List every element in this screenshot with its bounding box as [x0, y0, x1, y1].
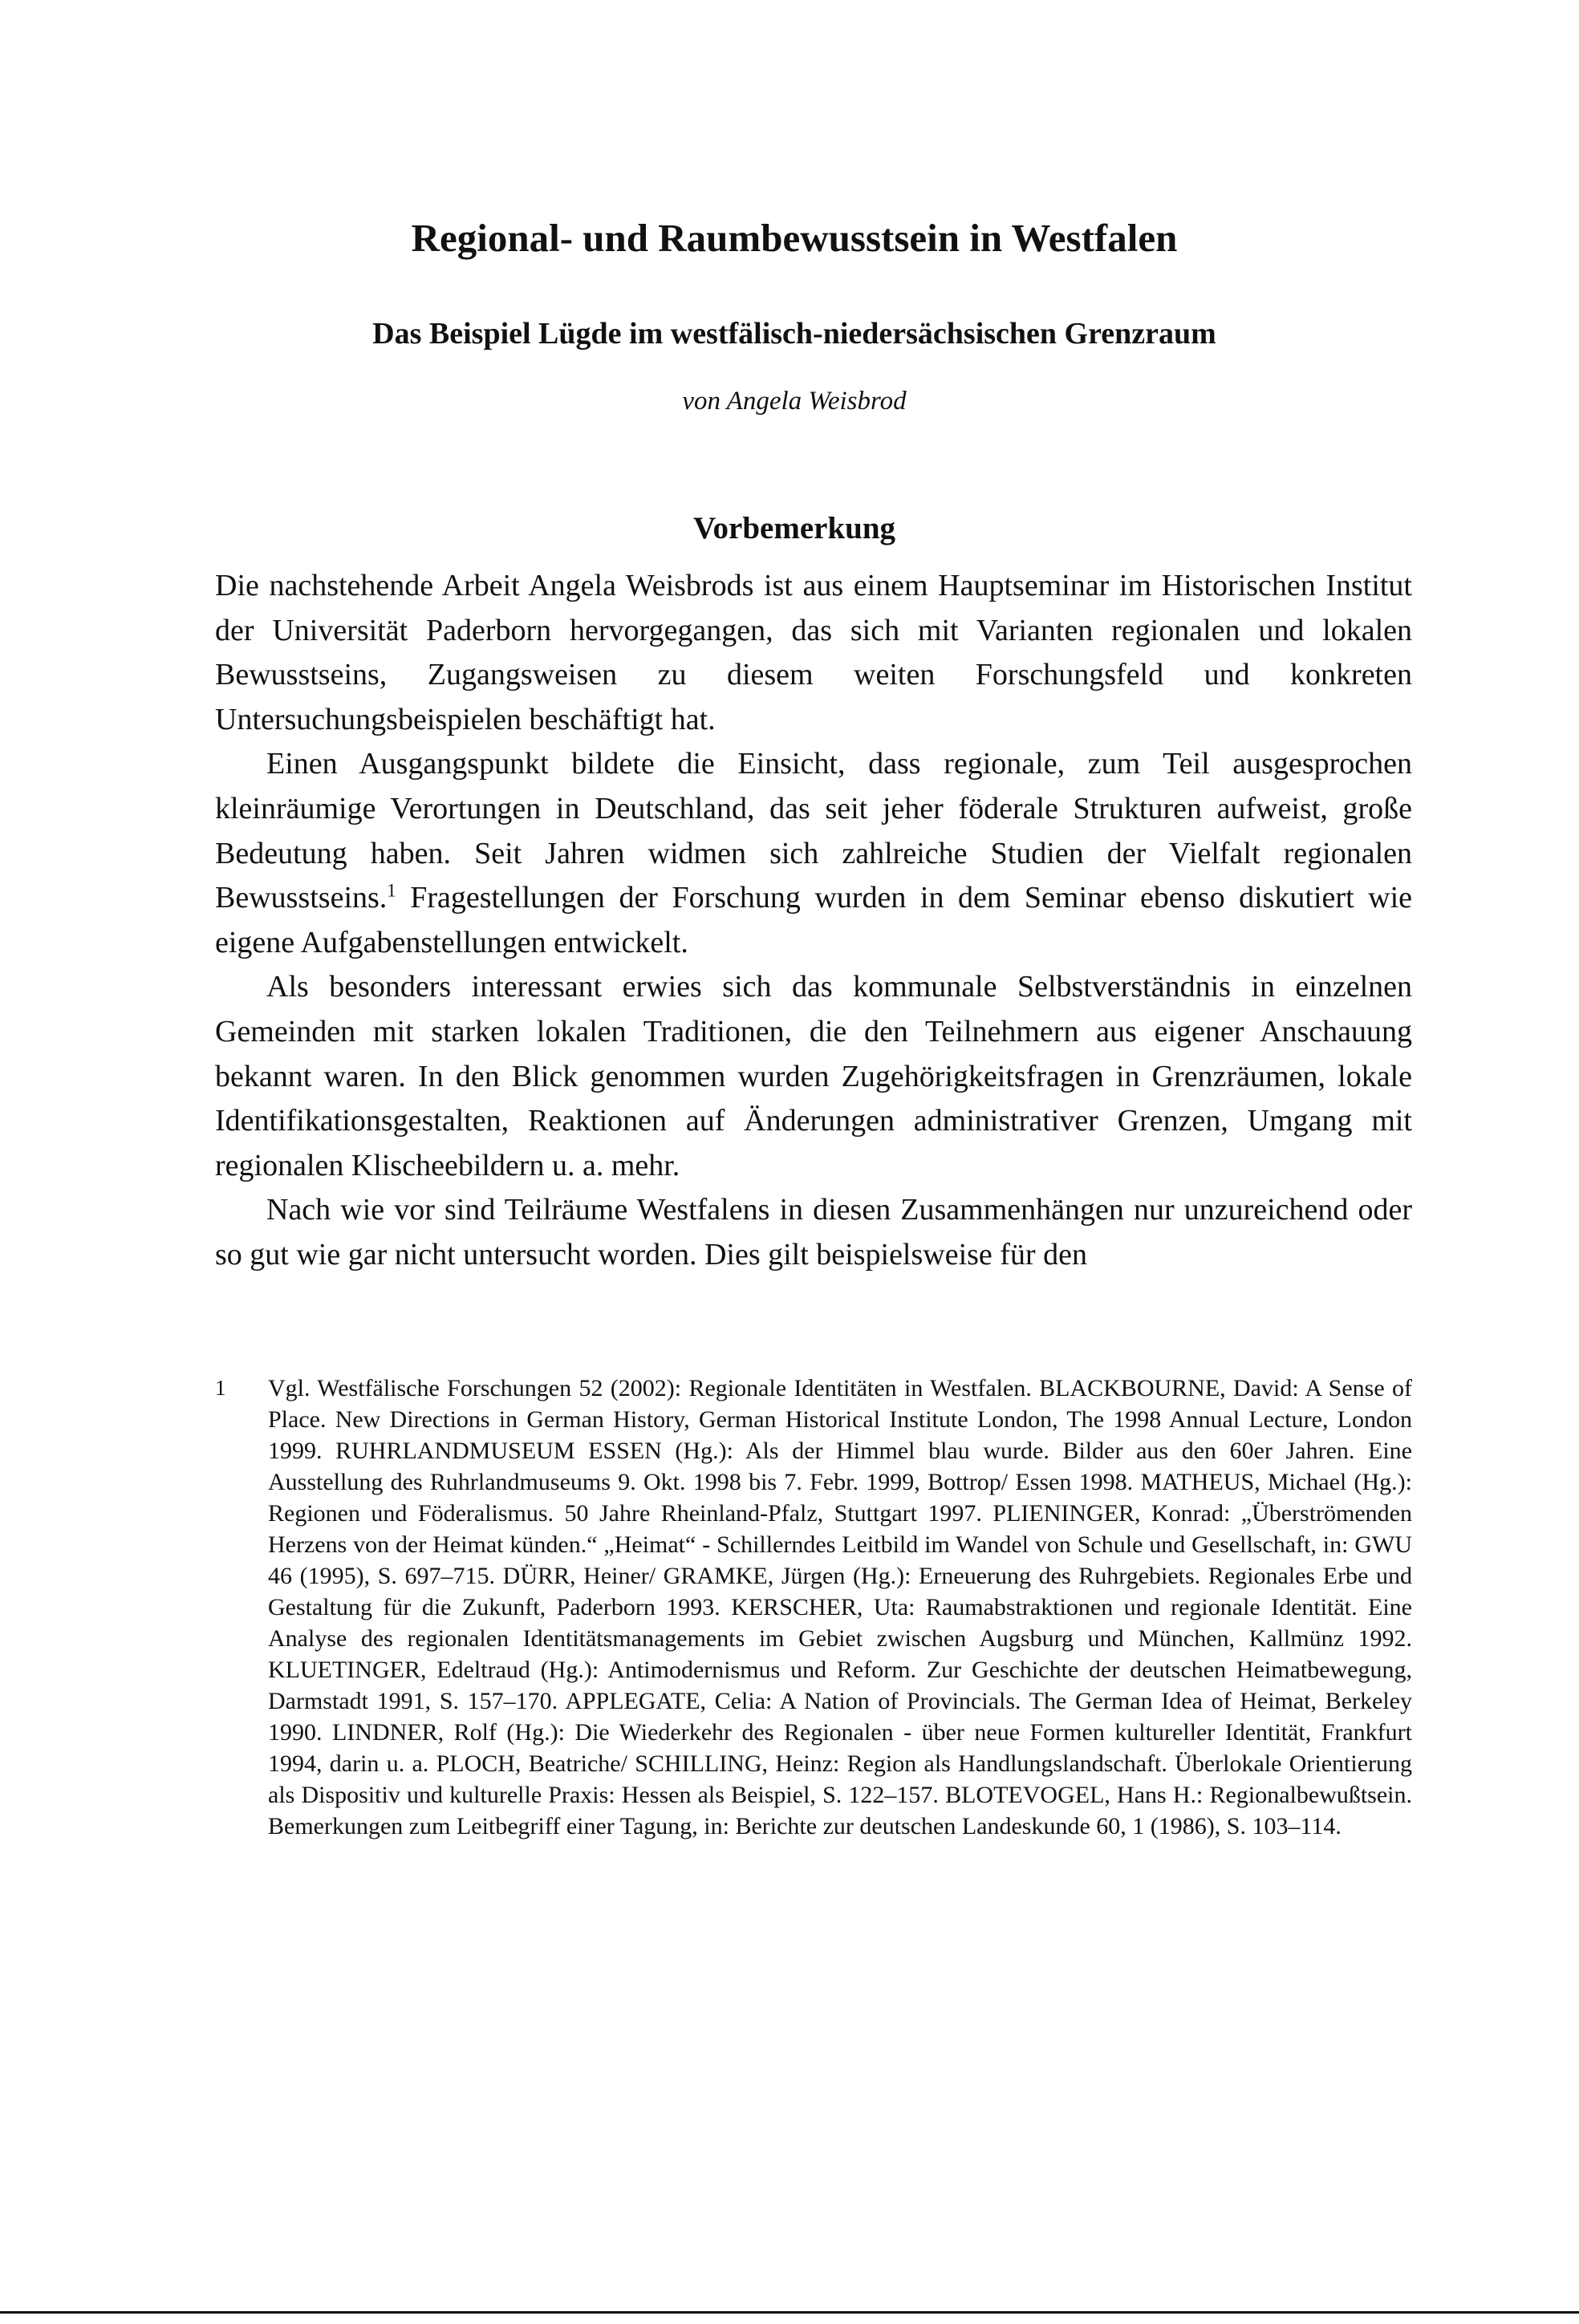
paragraph-4: Nach wie vor sind Teilräume Westfalens in diesen Zusammenhängen nur unzureichend oder so gut wie gar nicht untersucht worden. Dies gilt beispielsweise für den: [215, 1193, 1412, 1272]
footnote: [215, 1373, 1412, 1842]
paragraph-2-continuation: Fragestellungen der Forschung wurden in dem Seminar ebenso diskutiert wie eigene Aufgabenstellungen entwickelt.: [215, 881, 1412, 959]
footnote-number: 1: [215, 1376, 226, 1400]
footnote-reference: 1: [387, 880, 396, 901]
footnotes: [215, 1373, 1412, 1842]
article-author: von Angela Weisbrod: [682, 387, 907, 416]
bottom-rule: [0, 2311, 1579, 2314]
article-subtitle: Das Beispiel Lügde im westfälisch-niedersächsischen Grenzraum: [372, 317, 1216, 351]
footnote-text: Vgl. Westfälische Forschungen 52 (2002): Regionale Identitäten in Westfalen. BLACKBOURNE, David: A Sense of Place. New Directions in German History, German Historical Institute London, The 1998 Annual Lecture, London 1999. RUHRLANDMUSEUM ESSEN (Hg.): Als der Himmel blau wurde. Bilder aus den 60er Jahren. Eine Ausstellung des Ruhrlandmuseums 9. Okt. 1998 bis 7. Febr. 1999, Bottrop/ Essen 1998. MATHEUS, Michael (Hg.): Regionen und Föderalismus. 50 Jahre Rheinland-Pfalz, Stuttgart 1997. PLIENINGER, Konrad: „Überströmenden Herzens von der Heimat künden.“ „Heimat“ - Schillerndes Leitbild im Wandel von Schule und Gesellschaft, in: GWU 46 (1995), S. 697–715. DÜRR, Heiner/ GRAMKE, Jürgen (Hg.): Erneuerung des Ruhrgebiets. Regionales Erbe und Gestaltung für die Zukunft, Paderborn 1993. KERSCHER, Uta: Raumabstraktionen und regionale Identität. Eine Analyse des regionalen Identitätsmanagements im Gebiet zwischen Augsburg und München, Kallmünz 1992. KLUETINGER, Edeltraud (Hg.): Antimodernismus und Reform. Zur Geschichte der deutschen Heimatbewegung, Darmstadt 1991, S. 157–170. APPLEGATE, Celia: A Nation of Provincials. The German Idea of Heimat, Berkeley 1990. LINDNER, Rolf (Hg.): Die Wiederkehr des Regionalen - über neue Formen kultureller Identität, Frankfurt 1994, darin u. a. PLOCH, Beatriche/ SCHILLING, Heinz: Region als Handlungslandschaft. Überlokale Orientierung als Dispositiv und kulturelle Praxis: Hessen als Beispiel, S. 122–157. BLOTEVOGEL, Hans H.: Regionalbewußtsein. Bemerkungen zum Leitbegriff einer Tagung, in: Berichte zur deutschen Landeskunde 60, 1 (1986), S. 103–114.: [268, 1375, 1412, 1839]
paragraph-2-text: Einen Ausgangspunkt bildete die Einsicht, dass regionale, zum Teil ausgesprochen kleinräumige Verortungen in Deutschland, das seit jeher föderale Strukturen aufweist, große Bedeutung haben. Seit Jahren widmen sich zahlreiche Studien der Vielfalt regionalen Bewusstseins.: [215, 747, 1412, 915]
section-heading: Vorbemerkung: [692, 511, 896, 546]
article-title: Regional- und Raumbewusstsein in Westfalen: [411, 216, 1178, 260]
paragraph-2: [215, 742, 1412, 965]
paragraph-1: Die nachstehende Arbeit Angela Weisbrods ist aus einem Hauptseminar im Historischen Institut der Universität Paderborn hervorgegangen, das sich mit Varianten regionalen und lokalen Bewusstseins, Zugangsweisen zu diesem weiten Forschungsfeld und konkreten Untersuchungsbeispielen beschäftigt hat.: [215, 569, 1412, 736]
body-text: [215, 564, 1412, 1278]
paragraph-3: Als besonders interessant erwies sich das kommunale Selbstverständnis in einzelnen Gemeinden mit starken lokalen Traditionen, die den Teilnehmern aus eigener Anschauung bekannt waren. In den Blick genommen wurden Zugehörigkeitsfragen in Grenzräumen, lokale Identifikationsgestalten, Reaktionen auf Änderungen administrativer Grenzen, Umgang mit regionalen Klischeebildern u. a. mehr.: [215, 970, 1412, 1182]
